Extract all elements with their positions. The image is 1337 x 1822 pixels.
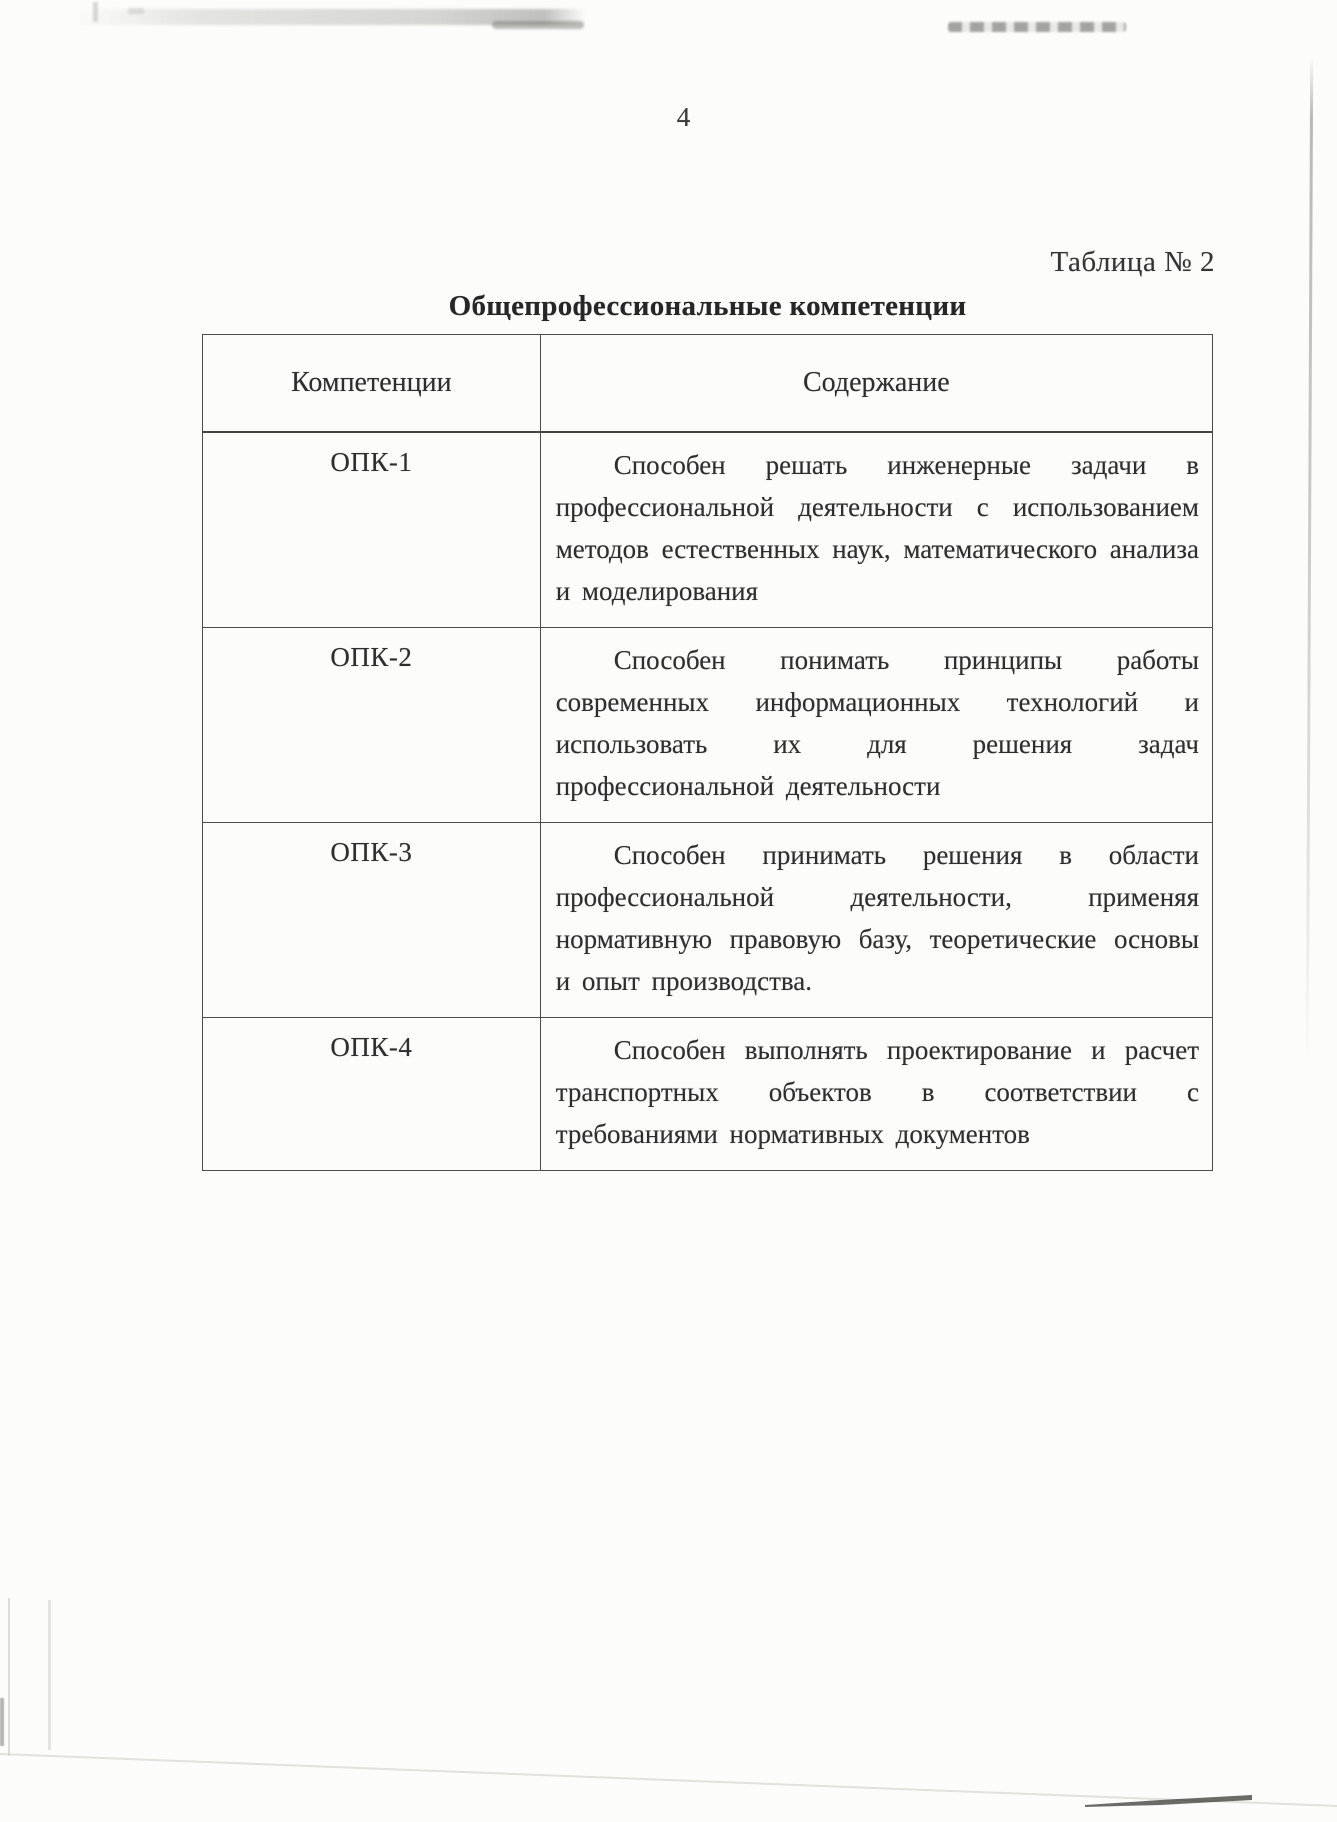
scan-line-right-edge bbox=[1306, 56, 1313, 1066]
scan-dash-top-left bbox=[492, 21, 584, 29]
competency-code: ОПК-3 bbox=[203, 823, 541, 1018]
table-row-opk-1 bbox=[203, 432, 1213, 628]
table-row-opk-3 bbox=[203, 823, 1213, 1018]
competency-content-text: Способен выполнять проектирование и расчет транспортных объектов в соответствии с требованиями нормативных документов bbox=[555, 1035, 1199, 1149]
competency-code: ОПК-1 bbox=[203, 432, 541, 628]
competency-content-text: Способен принимать решения в области профессиональной деятельности, применяя нормативную правовую базу, теоретические основы и опыт производства. bbox=[555, 840, 1199, 996]
table-title: Общепрофессиональные компетенции bbox=[448, 290, 967, 322]
scan-line-left-edge bbox=[48, 1600, 51, 1750]
competency-content bbox=[540, 823, 1212, 1018]
competency-content-text: Способен решать инженерные задачи в профессиональной деятельности с использованием методов естественных наук, математического анализа и моделирования bbox=[555, 450, 1199, 606]
scan-speck bbox=[93, 2, 98, 22]
column-header-content: Содержание bbox=[540, 335, 1212, 433]
competencies-table bbox=[202, 334, 1213, 1171]
competency-content-text: Способен понимать принципы работы современных информационных технологий и использовать их для решения задач профессиональной деятельности bbox=[555, 645, 1199, 801]
competency-code: ОПК-2 bbox=[203, 628, 541, 823]
scan-corner-mark bbox=[0, 1698, 4, 1746]
competency-code: ОПК-4 bbox=[203, 1018, 541, 1171]
table-row-opk-4 bbox=[203, 1018, 1213, 1171]
table-header-row bbox=[203, 335, 1213, 433]
scan-smudge-top bbox=[75, 9, 585, 25]
page-number: 4 bbox=[676, 102, 691, 132]
scan-speck bbox=[128, 8, 144, 14]
scan-dash-top-right bbox=[948, 22, 1126, 32]
scan-line-left-edge bbox=[8, 1598, 10, 1756]
competency-content bbox=[540, 628, 1212, 823]
column-header-competencies: Компетенции bbox=[203, 335, 541, 433]
table-row-opk-2 bbox=[203, 628, 1213, 823]
table-caption: Таблица № 2 bbox=[1050, 246, 1215, 278]
competency-content bbox=[540, 432, 1212, 628]
competency-content bbox=[540, 1018, 1212, 1171]
